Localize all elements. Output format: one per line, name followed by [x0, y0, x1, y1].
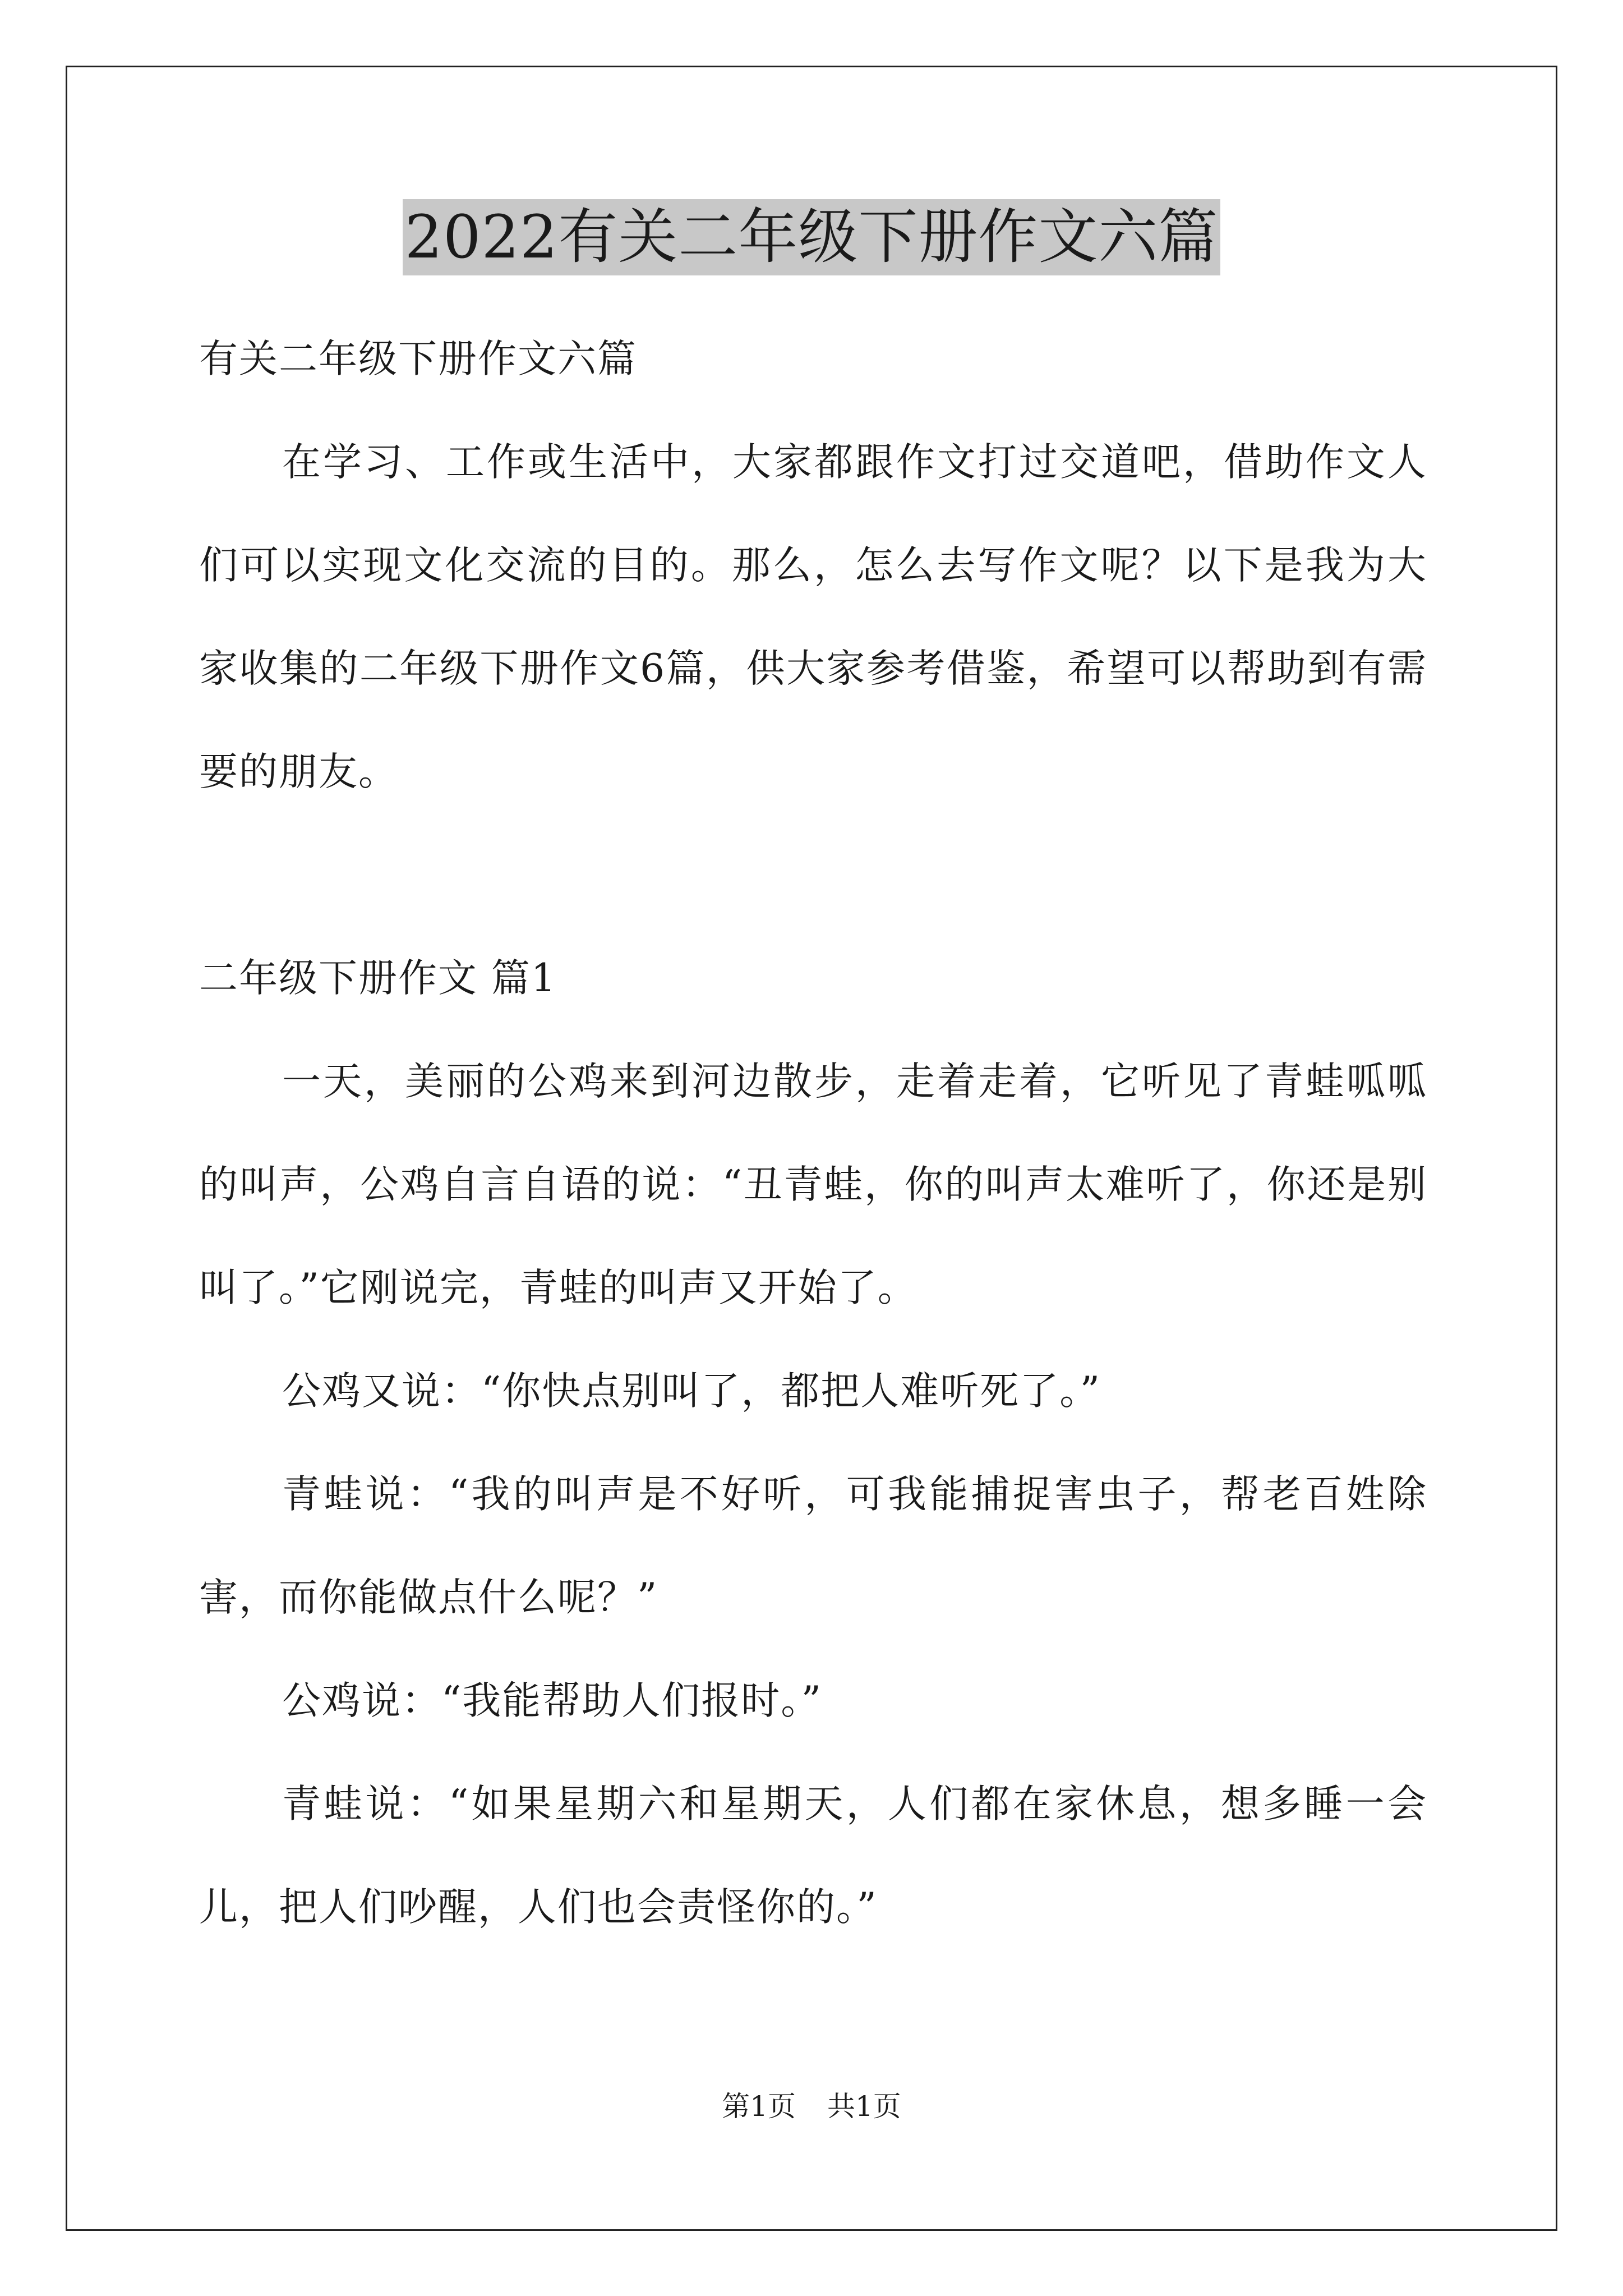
story-paragraph: 一天，美丽的公鸡来到河边散步，走着走着，它听见了青蛙呱呱的叫声，公鸡自言自语的说：“丑青蛙，你的叫声太难听了，你还是别叫了。”它刚说完，青蛙的叫声又开始了。 — [199, 1059, 1427, 1310]
page-footer — [0, 2090, 1623, 2123]
story-paragraph: 青蛙说：“我的叫声是不好听，可我能捕捉害虫子，帮老百姓除害，而你能做点什么呢？” — [199, 1472, 1427, 1620]
story-paragraph: 青蛙说：“如果星期六和星期天，人们都在家休息，想多睡一会儿，把人们吵醒，人们也会责怪你的。” — [199, 1782, 1427, 1930]
story-paragraph: 公鸡又说：“你快点别叫了，都把人难听死了。” — [282, 1369, 1101, 1414]
blank-line — [199, 823, 1427, 927]
story-paragraph: 公鸡说：“我能帮助人们报时。” — [282, 1678, 823, 1723]
section-heading: 二年级下册作文 篇1 — [199, 956, 557, 1001]
document-body — [199, 307, 1427, 1959]
document-subtitle: 有关二年级下册作文六篇 — [199, 337, 637, 381]
page-total: 共1页 — [827, 2090, 901, 2123]
document-title: 2022有关二年级下册作文六篇 — [403, 199, 1221, 275]
page-number: 第1页 — [722, 2090, 796, 2123]
intro-paragraph: 在学习、工作或生活中，大家都跟作文打过交道吧，借助作文人们可以实现文化交流的目的。那么，怎么去写作文呢？以下是我为大家收集的二年级下册作文6篇，供大家参考借鉴，希望可以帮助到有需要的朋友。 — [199, 440, 1427, 794]
title-container — [0, 199, 1623, 275]
